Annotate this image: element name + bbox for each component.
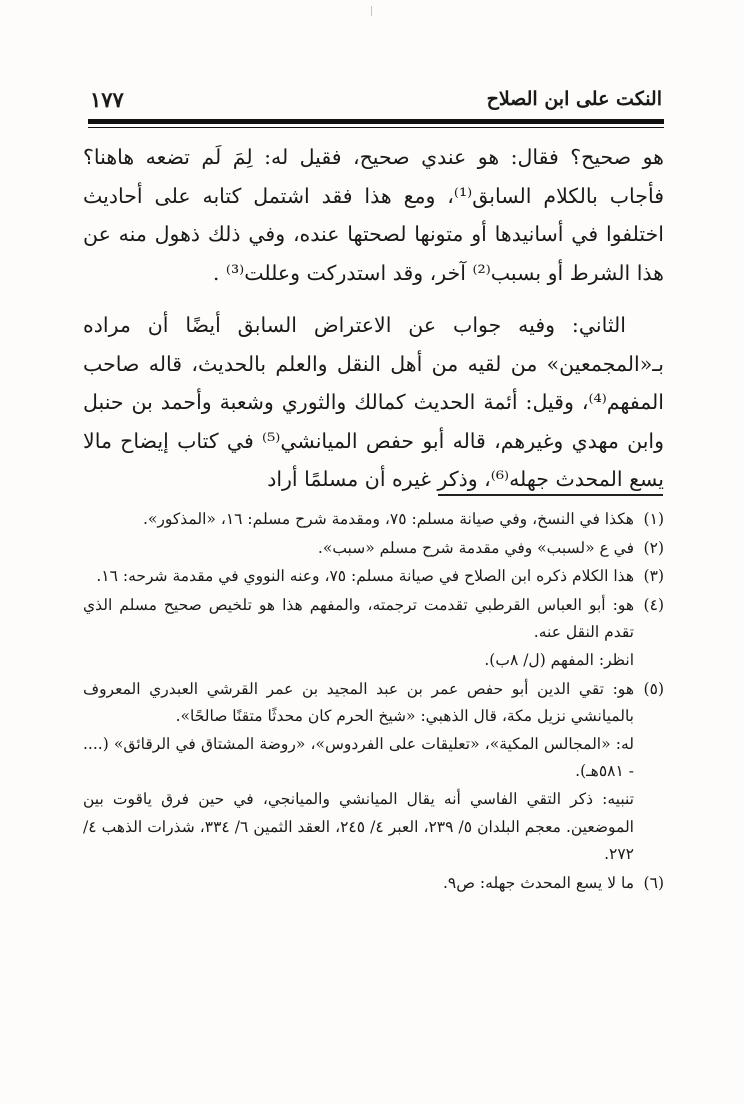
footnote-text: تنبيه: ذكر التقي الفاسي أنه يقال الميانشي والميانجي، في حين فرق ياقوت بين الموضعين. معجم البلدان ٥/ ٢٣٩، العبر ٤/ ٢٤٥، العقد الثمين ٦/ ٣٣٤، شذرات الذهب ٤/ ٢٧٢.: [83, 789, 634, 864]
footnote-text: هو: أبو العباس القرطبي تقدمت ترجمته، والمفهم هذا هو تلخيص صحيح مسلم الذي تقدم النقل عنه.: [83, 595, 634, 642]
footnote-number: (١): [643, 510, 664, 528]
footnote-6: [83, 870, 664, 898]
footnote-text: في ع «لسبب» وفي مقدمة شرح مسلم «سبب».: [317, 538, 634, 557]
crop-mark: [371, 6, 372, 16]
footnote-text: هكذا في النسخ، وفي صيانة مسلم: ٧٥، ومقدمة شرح مسلم: ١٦، «المذكور».: [143, 510, 634, 528]
footnote-2: [83, 535, 664, 563]
footnote-5: [83, 676, 664, 869]
main-text: [83, 138, 664, 499]
footnote-text: هذا الكلام ذكره ابن الصلاح في صيانة مسلم: ٧٥، وعنه النووي في مقدمة شرحه: ١٦.: [96, 567, 634, 586]
paragraph-2: الثاني: وفيه جواب عن الاعتراض السابق أيضًا أن مراده بـ«المجمعين» من لقيه من أهل النقل والعلم بالحديث، قاله صاحب المفهم⁽⁴⁾، وقيل: أئمة الحديث كمالك والثوري وشعبة وأحمد بن حنبل وابن مهدي وغيرهم، قاله أبو حفص الميانشي⁽⁵⁾ في كتاب إيضاح مالا يسع المحدث جهله⁽⁶⁾، وذكر غيره أن مسلمًا أراد: [83, 313, 664, 491]
footnote-4: [83, 592, 664, 675]
footnote-separator: [438, 494, 663, 496]
running-header: [90, 84, 662, 114]
header-rule-thick: [88, 119, 664, 124]
footnote-number: (٢): [643, 538, 664, 557]
page-number: ١٧٧: [90, 86, 124, 112]
footnote-text: ما لا يسع المحدث جهله: ص٩.: [442, 873, 634, 892]
footnote-text: له: «المجالس المكية»، «تعليقات على الفردوس»، «روضة المشتاق في الرقائق» (.... - ٥٨١هـ).: [83, 734, 634, 781]
footnote-text: انظر: المفهم (ل/ ٨ب).: [484, 650, 634, 669]
footnote-text: هو: تقي الدين أبو حفص عمر بن عبد المجيد بن عمر القرشي العبدري المعروف بالميانشي نزيل مكة، قال الذهبي: «شيخ الحرم كان محدثًا متقنًا صالحًا».: [83, 679, 634, 726]
footnote-3: [83, 563, 664, 591]
paragraph-1: هو صحيح؟ فقال: هو عندي صحيح، فقيل له: لِمَ لَم تضعه هاهنا؟ فأجاب بالكلام السابق⁽¹⁾، ومع هذا فقد اشتمل كتابه على أحاديث اختلفوا في أسانيدها أو متونها لصحتها عنده، وفي ذلك ذهول منه عن هذا الشرط أو بسبب⁽²⁾ آخر، وقد استدركت وعللت⁽³⁾ .: [83, 145, 664, 285]
header-rule-thin: [88, 127, 664, 128]
running-title: النكت على ابن الصلاح: [486, 88, 662, 110]
footnote-number: (٦): [643, 873, 664, 892]
footnote-number: (٥): [643, 679, 664, 698]
footnote-number: (٤): [643, 595, 664, 614]
footnote-1: [83, 506, 664, 534]
footnotes: [83, 506, 664, 898]
footnote-number: (٣): [643, 567, 664, 586]
